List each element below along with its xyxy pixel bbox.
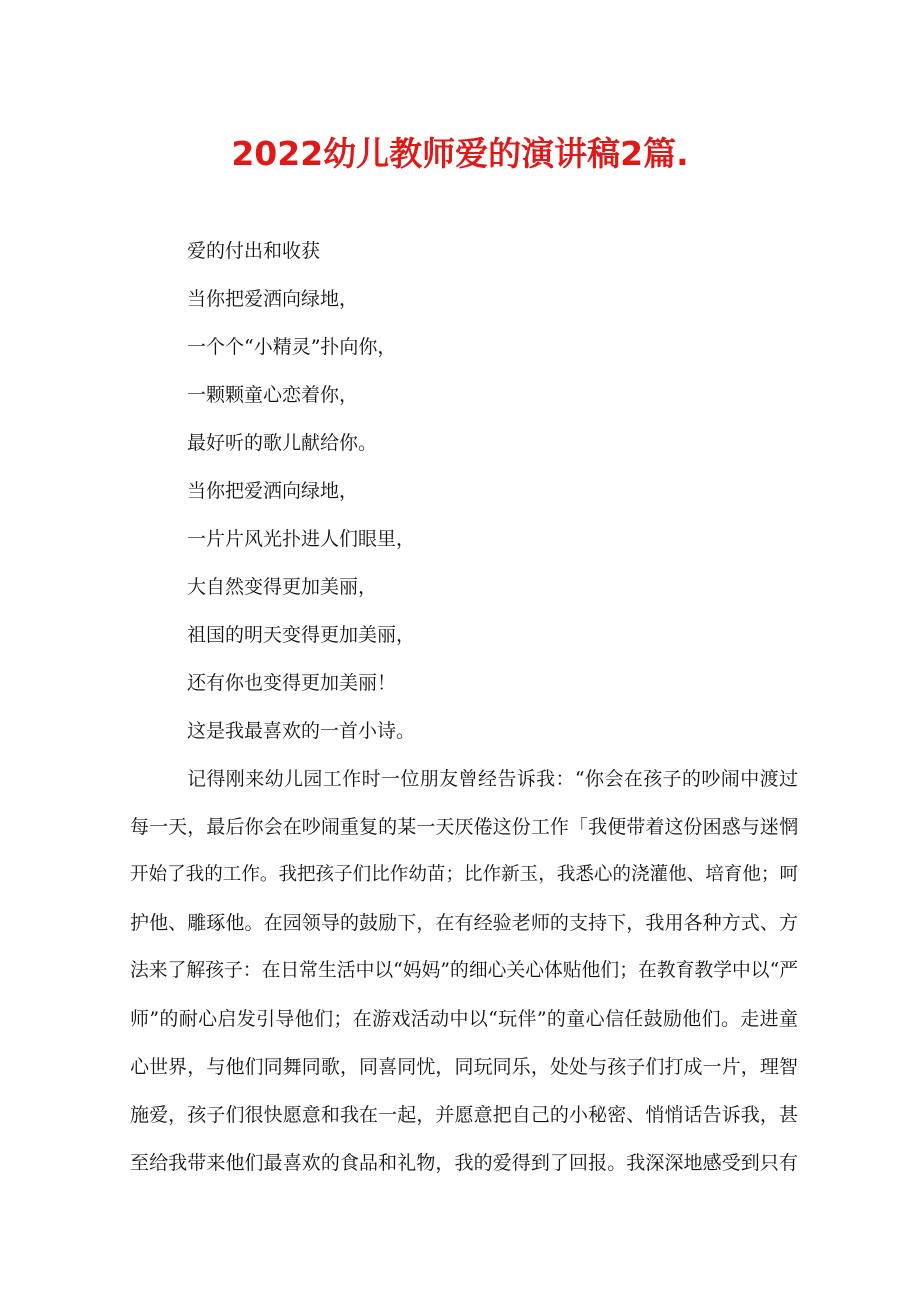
paragraph-line: 施爱，孩子们很快愿意和我在一起，并愿意把自己的小秘密、悄悄话告诉我，甚 [130, 1104, 798, 1126]
paragraph-line: 法来了解孩子：在日常生活中以“妈妈”的细心关心体贴他们；在教育教学中以“严 [130, 960, 798, 981]
paragraph-line: 师”的耐心启发引导他们；在游戏活动中以“玩伴”的童心信任鼓励他们。走进童 [130, 1008, 798, 1030]
poem-line: 当你把爱洒向绿地， [187, 480, 359, 502]
poem-line: 一个个“小精灵”扑向你， [187, 336, 397, 358]
poem-line: 祖国的明天变得更加美丽， [187, 624, 416, 646]
poem-line: 爱的付出和收获 [187, 240, 321, 262]
poem-line: 最好听的歌儿献给你。 [187, 432, 378, 454]
poem-line: 当你把爱洒向绿地， [187, 288, 359, 310]
document-title: 2022幼儿教师爱的演讲稿2篇. [231, 134, 689, 173]
paragraph-line: 记得刚来幼儿园工作时一位朋友曾经告诉我：“你会在孩子的吵闹中渡过 [187, 768, 798, 790]
poem-line: 这是我最喜欢的一首小诗。 [187, 720, 416, 742]
poem-line: 一片片风光扑进人们眼里， [187, 528, 416, 550]
paragraph-line: 护他、雕琢他。在园领导的鼓励下，在有经验老师的支持下，我用各种方式、方 [130, 912, 798, 934]
paragraph-line: 心世界，与他们同舞同歌，同喜同忧，同玩同乐，处处与孩子们打成一片，理智 [130, 1056, 798, 1078]
paragraph-line: 至给我带来他们最喜欢的食品和礼物，我的爱得到了回报。我深深地感受到只有 [130, 1152, 798, 1174]
paragraph-line: 每一天，最后你会在吵闹重复的某一天厌倦这份工作「我便带着这份困惑与迷惘 [130, 816, 798, 838]
poem-line: 一颗颗童心恋着你， [187, 384, 359, 406]
paragraph-line: 开始了我的工作。我把孩子们比作幼苗；比作新玉，我悉心的浇灌他、培育他；呵 [130, 864, 798, 885]
poem-line: 大自然变得更加美丽， [187, 576, 378, 598]
poem-line: 还有你也变得更加美丽！ [187, 672, 397, 694]
